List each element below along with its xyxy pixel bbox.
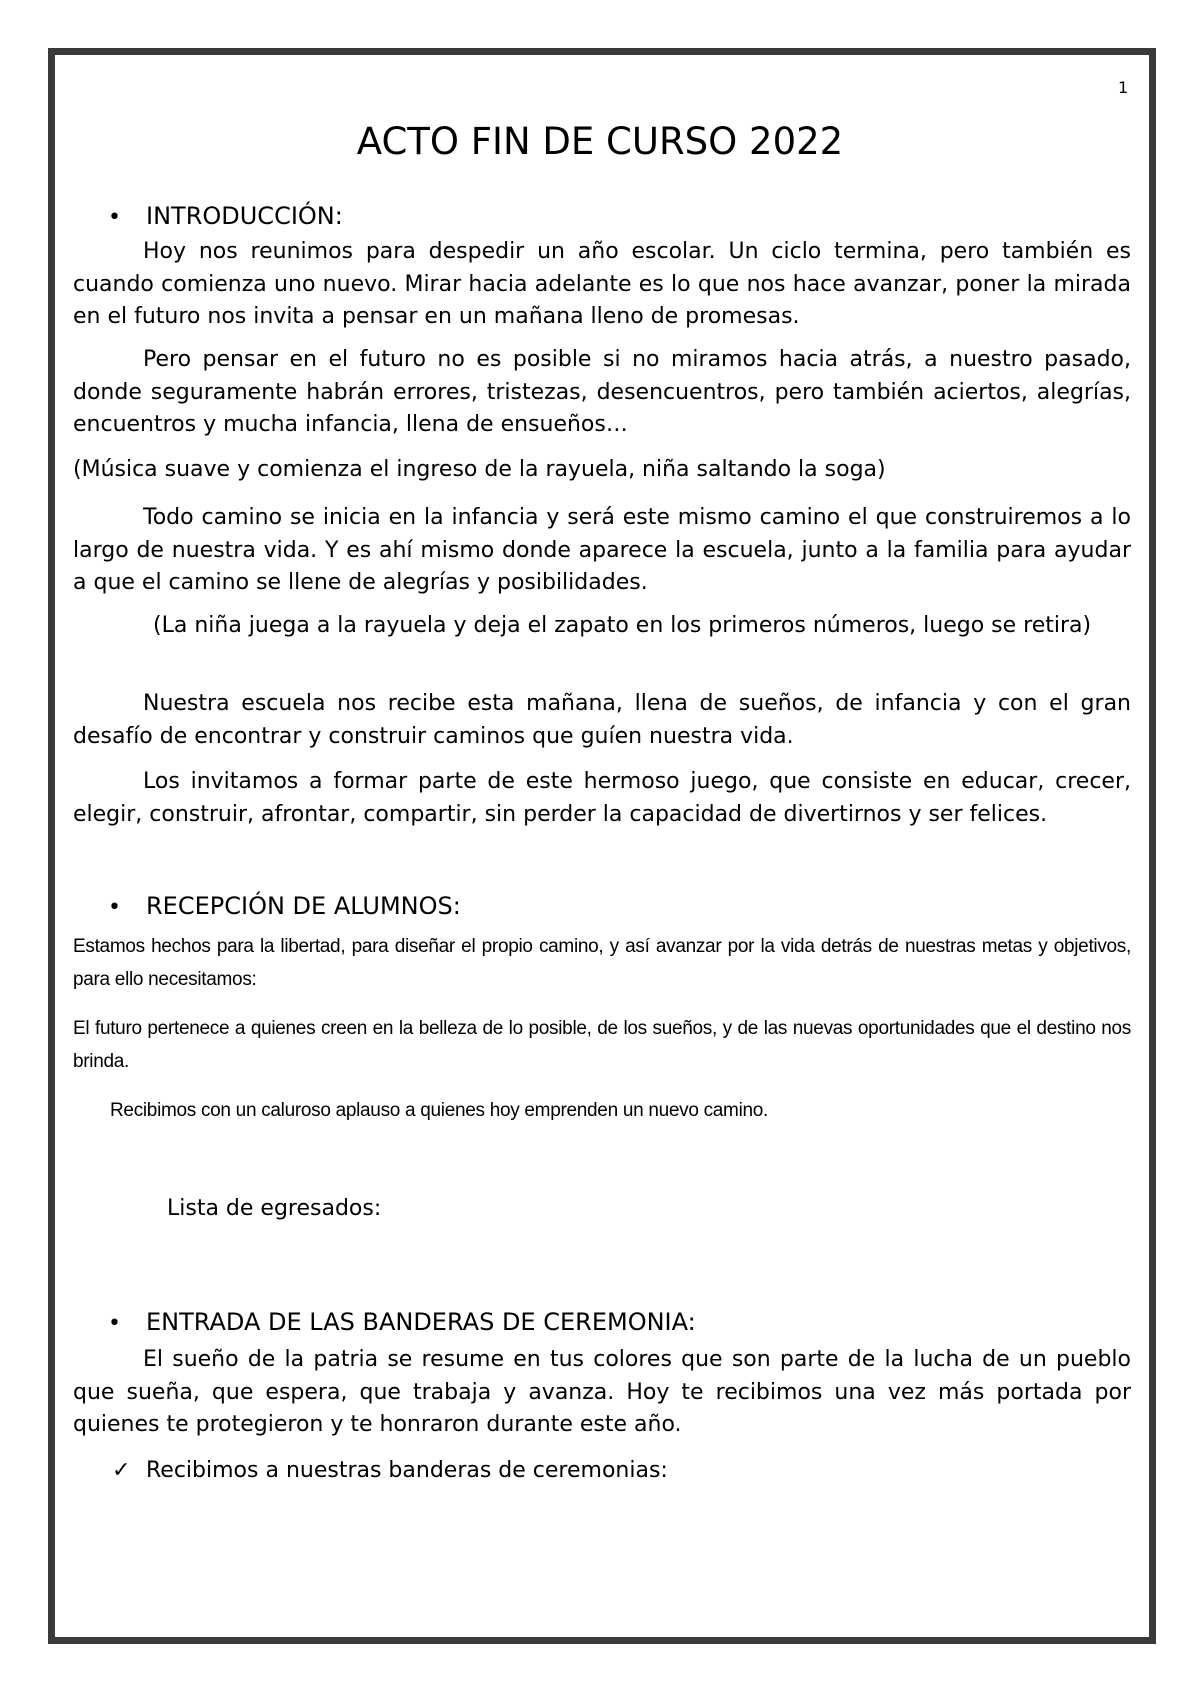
banderas-paragraph-1: El sueño de la patria se resume en tus colores que son parte de la lucha de un pueblo que sueña, que espera, que trabaja y avanza. Hoy te recibimos una vez más portada por quienes te protegieron y te honraron durante este año. — [73, 1347, 1131, 1437]
bullet-icon: • — [108, 1311, 121, 1336]
intro-paragraph-5: Los invitamos a formar parte de este hermoso juego, que consiste en educar, crecer, elegir, construir, afrontar, compartir, sin perder la capacidad de divertirnos y ser felices. — [73, 769, 1131, 827]
intro-paragraph-1: Hoy nos reunimos para despedir un año escolar. Un ciclo termina, pero también es cuando comienza uno nuevo. Mirar hacia adelante es lo que nos hace avanzar, poner la mirada en el futuro nos invita a pensar en un mañana lleno de promesas. — [73, 239, 1131, 329]
recepcion-paragraph-3: Recibimos con un caluroso aplauso a quienes hoy emprenden un nuevo camino. — [110, 1100, 769, 1121]
lista-egresados-label: Lista de egresados: — [167, 1196, 382, 1221]
check-item-label: Recibimos a nuestras banderas de ceremonias: — [146, 1458, 668, 1483]
section-heading-label: ENTRADA DE LAS BANDERAS DE CEREMONIA: — [146, 1308, 696, 1336]
banderas-check-item — [112, 1458, 668, 1483]
document-title: ACTO FIN DE CURSO 2022 — [356, 120, 844, 163]
intro-stage-direction-2: (La niña juega a la rayuela y deja el zapato en los primeros números, luego se retira) — [153, 613, 1092, 638]
intro-paragraph-3: Todo camino se inicia en la infancia y será este mismo camino el que construiremos a lo largo de nuestra vida. Y es ahí mismo donde aparece la escuela, junto a la familia para ayudar a que el camino se llene de alegrías y posibilidades. — [73, 505, 1131, 595]
checkmark-icon: ✓ — [112, 1458, 131, 1483]
recepcion-paragraph-2: El futuro pertenece a quienes creen en la belleza de lo posible, de los sueños, y de las nuevas oportunidades que el destino nos brinda. — [73, 1018, 1131, 1072]
recepcion-paragraph-1: Estamos hechos para la libertad, para diseñar el propio camino, y así avanzar por la vida detrás de nuestras metas y objetivos, para ello necesitamos: — [73, 936, 1131, 990]
section-heading-introduccion — [108, 202, 343, 230]
intro-paragraph-2: Pero pensar en el futuro no es posible si no miramos hacia atrás, a nuestro pasado, donde seguramente habrán errores, tristezas, desencuentros, pero también aciertos, alegrías, encuentros y mucha infancia, llena de ensueños… — [73, 347, 1131, 437]
bullet-icon: • — [108, 205, 121, 230]
section-heading-label: INTRODUCCIÓN: — [146, 202, 343, 230]
intro-stage-direction-1: (Música suave y comienza el ingreso de la rayuela, niña saltando la soga) — [73, 457, 886, 482]
section-heading-recepcion — [108, 892, 461, 920]
bullet-icon: • — [108, 895, 121, 920]
section-heading-label: RECEPCIÓN DE ALUMNOS: — [146, 892, 461, 920]
intro-paragraph-4: Nuestra escuela nos recibe esta mañana, llena de sueños, de infancia y con el gran desafío de encontrar y construir caminos que guíen nuestra vida. — [73, 691, 1131, 749]
section-heading-banderas — [108, 1308, 696, 1336]
page-number: 1 — [1118, 78, 1129, 97]
